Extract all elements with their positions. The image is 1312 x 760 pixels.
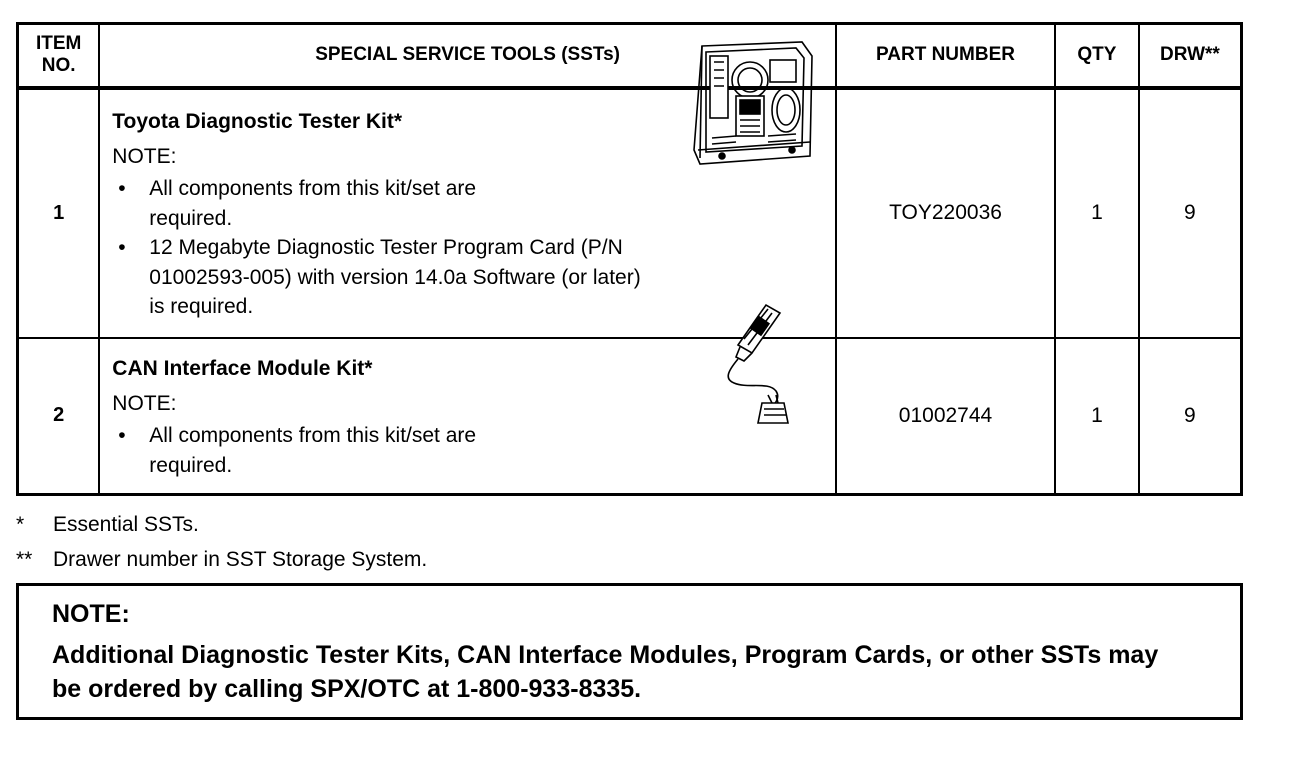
- footnote-text: Drawer number in SST Storage System.: [53, 548, 428, 571]
- list-item-text: All components from this kit/set are required.: [149, 424, 477, 477]
- tool-title: Toyota Diagnostic Tester Kit*: [112, 110, 403, 134]
- list-item-text: All components from this kit/set are required.: [149, 177, 477, 230]
- can-interface-module-illustration: [718, 299, 798, 427]
- table-row: [18, 88, 1242, 338]
- list-item: [112, 421, 835, 480]
- part-number: 01002744: [836, 338, 1055, 495]
- tool-description-cell: [99, 338, 836, 495]
- tool-note-label: NOTE:: [112, 145, 177, 169]
- tool-title: CAN Interface Module Kit*: [112, 357, 373, 381]
- drawer-number: 9: [1139, 88, 1242, 338]
- footnote-text: Essential SSTs.: [53, 513, 199, 536]
- part-number: TOY220036: [836, 88, 1055, 338]
- item-number: 2: [18, 338, 100, 495]
- header-drw: DRW**: [1139, 24, 1242, 88]
- drawer-number: 9: [1139, 338, 1242, 495]
- list-item-text: 12 Megabyte Diagnostic Tester Program Card (P/N 01002593-005) with version 14.0a Software (or later) is required.: [149, 236, 641, 319]
- list-item: [112, 174, 835, 233]
- item-number: 1: [18, 88, 100, 338]
- quantity: 1: [1055, 88, 1139, 338]
- footnote-mark: *: [16, 513, 25, 536]
- header-item-no: [18, 24, 100, 88]
- sst-table: [16, 22, 1243, 496]
- footnote-mark: **: [16, 548, 33, 571]
- header-item-no-label: ITEM NO.: [35, 33, 82, 77]
- table-header-row: [18, 24, 1242, 88]
- note-body: Additional Diagnostic Tester Kits, CAN Interface Modules, Program Cards, or other SSTs may be ordered by calling SPX/OTC at 1-800-933-8335.: [52, 641, 1159, 703]
- header-qty: QTY: [1055, 24, 1139, 88]
- note-box: [16, 583, 1243, 720]
- quantity: 1: [1055, 338, 1139, 495]
- note-title: NOTE:: [52, 600, 130, 628]
- table-row: [18, 338, 1242, 495]
- tool-note-list: [112, 421, 835, 480]
- diagnostic-tester-kit-illustration: [692, 38, 816, 168]
- header-tools: SPECIAL SERVICE TOOLS (SSTs): [99, 24, 836, 88]
- header-part-number: PART NUMBER: [836, 24, 1055, 88]
- tool-note-label: NOTE:: [112, 392, 177, 416]
